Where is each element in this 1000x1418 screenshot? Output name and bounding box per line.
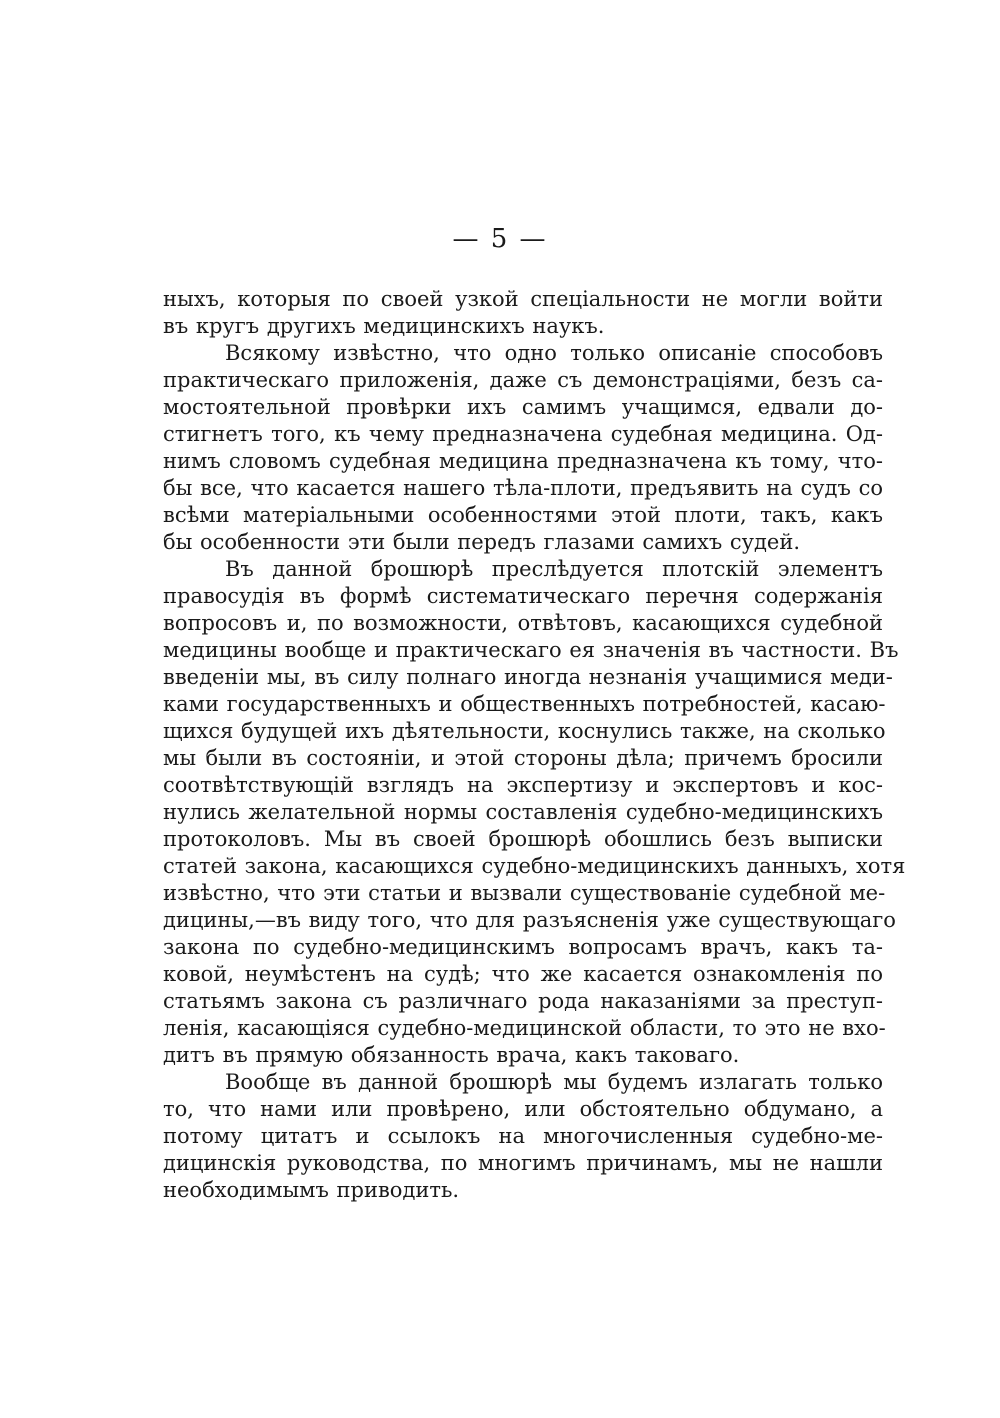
text-line: Въ данной брошюрѣ преслѣдуется плотскій элементъ bbox=[225, 557, 883, 581]
text-line: вопросовъ и, по возможности, отвѣтовъ, касающихся судебной bbox=[163, 611, 883, 635]
text-line: дицины,—въ виду того, что для разъясненія уже существующаго bbox=[163, 908, 896, 932]
text-line: закона по судебно-медицинскимъ вопросамъ врачъ, какъ та- bbox=[163, 935, 883, 959]
text-line: ковой, неумѣстенъ на судѣ; что же касается ознакомленія по bbox=[163, 962, 883, 986]
paragraph-3 bbox=[163, 556, 906, 1069]
text-line: ками государственныхъ и общественныхъ потребностей, касаю- bbox=[163, 692, 886, 716]
text-line: потому цитатъ и ссылокъ на многочисленныя судебно-ме- bbox=[163, 1124, 883, 1148]
text-line: соотвѣтствующій взглядъ на экспертизу и экспертовъ и кос- bbox=[163, 773, 883, 797]
text-line: щихся будущей ихъ дѣятельности, коснулись также, на сколько bbox=[163, 719, 886, 743]
text-line: мостоятельной провѣрки ихъ самимъ учащимся, едвали до- bbox=[163, 395, 883, 419]
text-line: извѣстно, что эти статьи и вызвали существованіе судебной ме- bbox=[163, 881, 886, 905]
text-line: нимъ словомъ судебная медицина предназначена къ тому, что- bbox=[163, 449, 883, 473]
text-line: то, что нами или провѣрено, или обстоятельно обдумано, а bbox=[163, 1097, 883, 1121]
text-line: нулись желательной нормы составленія судебно-медицинскихъ bbox=[163, 800, 883, 824]
text-line: дитъ въ прямую обязанность врача, какъ таковаго. bbox=[163, 1043, 740, 1067]
text-line: статьямъ закона съ различнаго рода наказаніями за преступ- bbox=[163, 989, 883, 1013]
paragraph-4 bbox=[163, 1069, 883, 1204]
body-text bbox=[163, 286, 906, 1204]
paragraph-2 bbox=[163, 340, 883, 556]
text-line: необходимымъ приводить. bbox=[163, 1178, 460, 1202]
text-line: статей закона, касающихся судебно-медицинскихъ данныхъ, хотя bbox=[163, 854, 906, 878]
text-line: бы все, что касается нашего тѣла-плоти, предъявить на судъ со bbox=[163, 476, 883, 500]
text-line: въ кругъ другихъ медицинскихъ наукъ. bbox=[163, 314, 605, 338]
page-number: — 5 — bbox=[452, 224, 548, 254]
text-line: правосудія въ формѣ систематическаго перечня содержанія bbox=[163, 584, 883, 608]
text-line: Всякому извѣстно, что одно только описаніе способовъ bbox=[225, 341, 883, 365]
text-line: мы были въ состояніи, и этой стороны дѣла; причемъ бросили bbox=[163, 746, 883, 770]
text-line: дицинскія руководства, по многимъ причинамъ, мы не нашли bbox=[163, 1151, 883, 1175]
text-line: стигнетъ того, къ чему предназначена судебная медицина. Од- bbox=[163, 422, 883, 446]
text-line: бы особенности эти были передъ глазами самихъ судей. bbox=[163, 530, 800, 554]
text-line: практическаго приложенія, даже съ демонстраціями, безъ са- bbox=[163, 368, 883, 392]
text-line: ленія, касающіяся судебно-медицинской области, то это не вхо- bbox=[163, 1016, 886, 1040]
text-line: протоколовъ. Мы въ своей брошюрѣ обошлись безъ выписки bbox=[163, 827, 883, 851]
text-line: введеніи мы, въ силу полнаго иногда незнанія учащимися меди- bbox=[163, 665, 893, 689]
text-line: Вообще въ данной брошюрѣ мы будемъ излагать только bbox=[225, 1070, 883, 1094]
text-line: всѣми матеріальными особенностями этой плоти, такъ, какъ bbox=[163, 503, 883, 527]
text-line: ныхъ, которыя по своей узкой спеціальности не могли войти bbox=[163, 287, 883, 311]
text-line: медицины вообще и практическаго ея значенія въ частности. Въ bbox=[163, 638, 899, 662]
paragraph-1 bbox=[163, 286, 883, 340]
